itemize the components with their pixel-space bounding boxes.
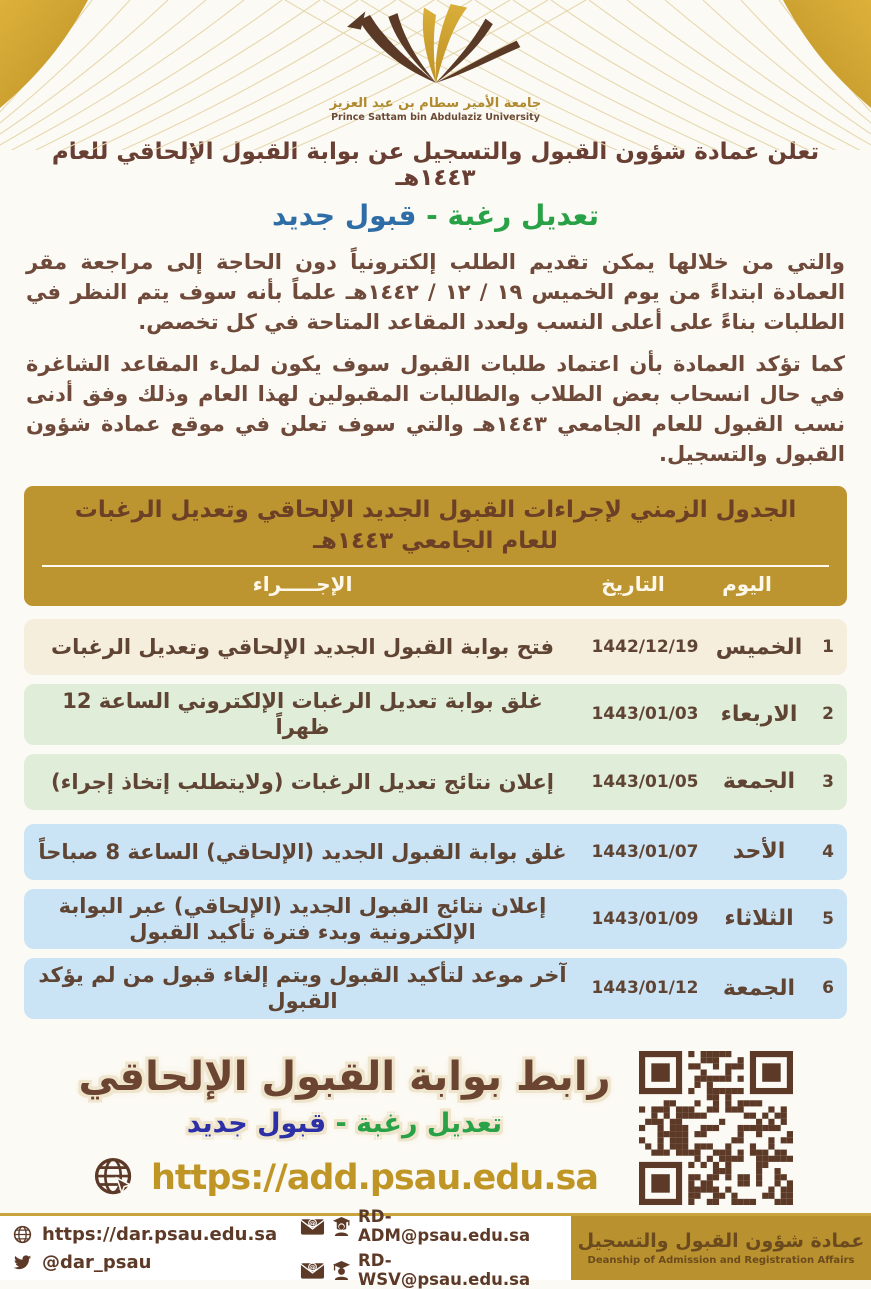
footer-email-adm-row	[300, 1207, 562, 1245]
schedule-column-headers	[36, 572, 835, 596]
female-graduate-icon	[332, 1216, 351, 1237]
portal-title: رابط بوابة القبول الإلحاقي	[78, 1054, 611, 1101]
row-date: 1443/01/09	[591, 908, 699, 929]
portal-sub-modify-wish: تعديل رغبة -	[326, 1108, 503, 1140]
row-day: الثلاثاء	[724, 906, 794, 932]
row-action: إعلان نتائج القبول الجديد (الإلحاقي) عبر البوابة الإلكترونية وبدء فترة تأكيد القبول	[58, 893, 547, 944]
row-action: فتح بوابة القبول الجديد الإلحاقي وتعديل الرغبات	[50, 635, 555, 660]
row-action: إعلان نتائج تعديل الرغبات (ولايتطلب إتخاذ إجراء)	[50, 769, 554, 794]
schedule-rows	[24, 619, 847, 1019]
column-header-date: التاريخ	[601, 572, 665, 597]
table-row	[24, 684, 847, 745]
row-date: 1443/01/07	[591, 841, 699, 862]
portal-url-link[interactable]: https://add.psau.edu.sa	[150, 1158, 599, 1199]
row-date: 1443/01/05	[591, 771, 699, 792]
deanship-badge	[571, 1216, 871, 1280]
portal-subtitle	[187, 1108, 502, 1139]
portal-url-row	[78, 1155, 610, 1201]
column-header-action: الإجـــــراء	[252, 572, 353, 597]
svg-text:@: @	[309, 1220, 316, 1228]
deanship-name-arabic: عمادة شؤون القبول والتسجيل	[577, 1230, 865, 1252]
row-day: الأحد	[732, 839, 786, 865]
portal-sub-new-admission: قبول جديد	[186, 1108, 327, 1140]
schedule-header-divider	[42, 565, 829, 567]
twitter-icon	[12, 1252, 33, 1273]
row-action: غلق بوابة تعديل الرغبات الإلكتروني الساعة 12 ظهراً	[62, 689, 543, 740]
table-row	[24, 619, 847, 675]
table-row	[24, 754, 847, 810]
row-action: غلق بوابة القبول الجديد (الإلحاقي) الساعة 8 صباحاً	[38, 839, 567, 864]
row-day: الجمعة	[722, 769, 796, 795]
table-row	[24, 889, 847, 950]
footer-twitter-handle[interactable]: @dar_psau	[42, 1251, 152, 1273]
row-day: الخميس	[715, 634, 803, 660]
qr-code[interactable]	[639, 1051, 793, 1205]
table-row	[24, 958, 847, 1019]
footer	[0, 1207, 871, 1289]
footer-website-row	[12, 1224, 300, 1245]
row-date: 1443/01/12	[591, 978, 699, 999]
footer-email-adm[interactable]: RD-ADM@psau.edu.sa	[358, 1207, 531, 1245]
announcement-paragraph-2: كما تؤكد العمادة بأن اعتماد طلبات القبول سوف يكون لملء المقاعد الشاغرة في حال انسحاب بعض الطلاب والطالبات المقبولين لهذا العام وذلك وفق أدنى نسب القبول للعام الجامعي ١٤٤٣هـ والتي سوف تعلن في موقع عمادة شؤون القبول والتسجيل.	[26, 352, 845, 467]
table-row	[24, 824, 847, 880]
announcement-paragraph-1: والتي من خلالها يمكن تقديم الطلب إلكترونياً دون الحاجة إلى مراجعة مقر العمادة ابتداءً من يوم الخميس ١٩ / ١٢ / ١٤٤٢هـ علماً بأنه سوف يتم النظر في الطلبات بناءً على أعلى النسب ولعدد المقاعد المتاحة في كل تخصص.	[26, 250, 846, 335]
row-day: الجمعة	[722, 975, 796, 1001]
university-name-arabic: جامعة الأمير سطام بن عبد العزيز	[329, 96, 542, 111]
subheadline-new-admission: قبول جديد	[272, 199, 417, 232]
row-number: 5	[822, 908, 834, 929]
envelope-icon	[300, 1260, 325, 1280]
university-logo	[0, 0, 871, 123]
row-day: الاربعاء	[720, 701, 798, 727]
subheadline-modify-wish: تعديل رغبة -	[416, 199, 599, 232]
schedule-title	[36, 495, 835, 557]
row-number: 3	[822, 771, 834, 792]
footer-website-link[interactable]: https://dar.psau.edu.sa	[42, 1223, 278, 1245]
footer-email-wsv-row	[300, 1251, 562, 1289]
open-book-logo-icon	[332, 4, 540, 92]
schedule-title-line2: للعام الجامعي ١٤٤٣هـ	[313, 528, 558, 555]
column-header-number	[797, 572, 835, 596]
deanship-name-english: Deanship of Admission and Registration Affairs	[587, 1255, 855, 1266]
svg-text:@: @	[309, 1264, 316, 1272]
male-graduate-icon	[332, 1260, 351, 1281]
schedule-title-line1: الجدول الزمني لإجراءات القبول الجديد الإلحاقي وتعديل الرغبات	[74, 497, 797, 524]
row-number: 6	[822, 978, 834, 999]
envelope-icon	[300, 1216, 325, 1236]
footer-email-wsv[interactable]: RD-WSV@psau.edu.sa	[358, 1251, 531, 1289]
announcement-headline: تعلن عمادة شؤون القبول والتسجيل عن بوابة القبول الإلحاقي للعام ١٤٤٣هـ	[51, 139, 820, 191]
row-number: 2	[822, 704, 834, 725]
schedule-table	[24, 486, 847, 1019]
university-name-english: Prince Sattam bin Abdulaziz University	[331, 112, 540, 123]
row-date: 1442/12/19	[591, 637, 699, 658]
row-number: 1	[822, 637, 834, 658]
footer-twitter-row	[12, 1252, 300, 1273]
portal-text-block	[78, 1054, 610, 1201]
row-number: 4	[822, 841, 834, 862]
announcement-subheadline	[0, 199, 871, 232]
globe-icon	[12, 1224, 33, 1245]
footer-emails	[300, 1207, 562, 1289]
row-action: آخر موعد لتأكيد القبول ويتم إلغاء قبول من لم يؤكد القبول	[38, 963, 567, 1014]
column-header-day: اليوم	[722, 572, 772, 597]
footer-links	[0, 1224, 300, 1273]
schedule-header	[24, 486, 847, 606]
globe-pointer-icon	[91, 1155, 137, 1201]
portal-section	[0, 1051, 871, 1205]
row-date: 1443/01/03	[591, 704, 699, 725]
